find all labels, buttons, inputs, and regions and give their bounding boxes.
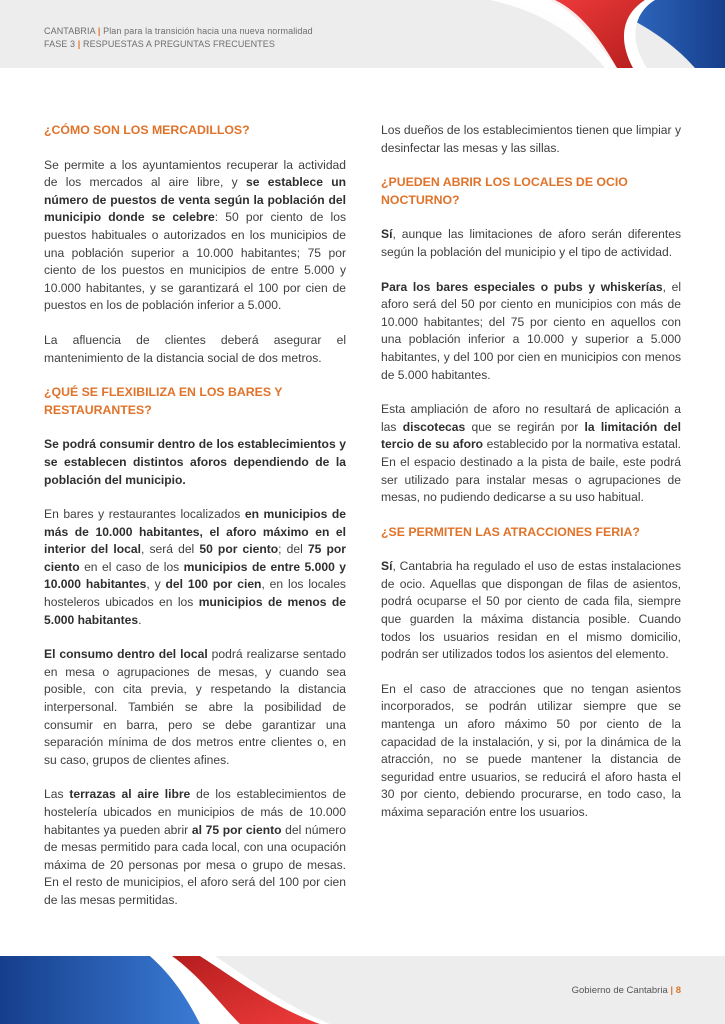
header-text — [44, 25, 313, 51]
header-section: RESPUESTAS A PREGUNTAS FRECUENTES — [82, 39, 275, 49]
body-paragraph — [44, 506, 346, 629]
text-run: , será del — [140, 542, 200, 557]
bold-text: Para los bares especiales o pubs y whiskerías — [381, 279, 663, 294]
footer-text — [572, 985, 681, 996]
bold-text: terrazas al aire libre — [69, 787, 191, 802]
text-run: En el caso de atracciones que no tengan asientos incorporados, se podrán utilizar siempre que se mantenga un aforo máximo 50 por ciento de la capacidad de la instalación, y si, por la dinámica de la atracción, no se puede mantener la distancia de seguridad entre usuarios, se reducirá el aforo hasta el 30 por ciento, debiendo procurarse, en todo caso, la máxima separación entre los usuarios. — [381, 681, 681, 819]
body-paragraph — [44, 332, 346, 367]
text-run: , en los locales hosteleros ubicados en los — [44, 577, 346, 610]
text-run: : 50 por ciento de los puestos habituales o autorizados en los municipios de una población superior a 10.000 habitantes; 75 por ciento de los puestos en municipios de entre 5.000 y 10.000 habitantes, y se garantizará el 100 por cien de puestos en los de población inferior a 5.000. — [44, 210, 347, 313]
text-run: Esta ampliación de aforo no resultará de aplicación a las — [381, 402, 681, 434]
text-run: ¿PUEDEN ABRIR LOS LOCALES DE OCIO NOCTURNO? — [381, 175, 628, 207]
section-heading — [381, 524, 681, 542]
section-heading — [381, 174, 681, 209]
header-phase: FASE 3 — [44, 39, 76, 49]
text-run: ¿CÓMO SON LOS MERCADILLOS? — [44, 123, 250, 137]
footer-flag-swoosh-graphic — [0, 956, 330, 1024]
header-org: CANTABRIA — [44, 26, 96, 36]
text-run: La afluencia de clientes deberá asegurar el mantenimiento de la distancia social de dos metros. — [44, 332, 346, 365]
text-run: Las — [44, 787, 70, 802]
header-separator: | — [77, 39, 81, 49]
bold-text: 50 por ciento — [199, 542, 279, 557]
bold-text: municipios de entre 5.000 y 10.000 habitantes — [44, 559, 346, 592]
text-run: ¿QUÉ SE FLEXIBILIZA EN LOS BARES Y RESTAURANTES? — [44, 385, 283, 417]
bold-text: se establece un número de puestos de venta según la población del municipio donde se celebre — [44, 175, 347, 225]
body-paragraph — [44, 786, 346, 909]
text-run: . — [138, 612, 142, 627]
body-paragraph — [44, 436, 346, 489]
header-line-2 — [44, 38, 313, 51]
text-run: En bares y restaurantes localizados — [44, 507, 245, 522]
bold-text: Se podrá consumir dentro de los establecimientos y se establecen distintos aforos dependiendo de la población del municipio. — [44, 437, 346, 487]
bold-text: Sí — [381, 227, 393, 242]
footer-org: Gobierno de Cantabria — [571, 985, 668, 996]
page-header — [0, 0, 725, 68]
bold-text: 75 por ciento — [44, 542, 346, 574]
header-separator: | — [97, 26, 101, 36]
bold-text: El consumo dentro del local — [44, 647, 208, 662]
header-doc-title: Plan para la transición hacia una nueva normalidad — [103, 26, 313, 36]
bold-text: en municipios de más de 10.000 habitantes, el aforo máximo en el interior del local — [44, 507, 346, 557]
header-line-1 — [44, 25, 313, 38]
text-run: establecido por la normativa estatal. En el espacio destinado a la pista de baile, este podrá ser utilizado para instalar mesas o agrupaciones de mesas, no pudiendo dedicarse a su uso habitual. — [381, 437, 681, 505]
bold-text: municipios de menos de 5.000 habitantes — [44, 595, 347, 627]
body-paragraph — [44, 157, 346, 315]
right-column — [381, 122, 681, 839]
section-heading — [44, 384, 346, 419]
text-run: , el aforo será del 50 por ciento en municipios con más de 10.000 habitantes; del 75 por ciento en aquellos con una población inferior a 10.000 y superior a 5.000 habitantes, y del 100 por cien en municipios con menos de 5.000 habitantes. — [381, 279, 682, 382]
footer-separator: | — [670, 985, 674, 996]
text-run: que se regirán por — [465, 419, 585, 434]
header-flag-swoosh-graphic — [395, 0, 725, 68]
bold-text: la limitación del tercio de su aforo — [381, 419, 681, 452]
body-paragraph — [381, 558, 681, 664]
page-number: 8 — [675, 985, 681, 996]
text-run: , Cantabria ha regulado el uso de estas instalaciones de ocio. Aquellas que dispongan de filas de asientos, podrá ocuparse el 50 por ciento de cada fila, siempre que guarden la máxima distancia posible. Cuando todos los usuarios residan en el mismo domicilio, podrán ser utilizados todos los asientos del elemento. — [381, 559, 681, 662]
text-run: podrá realizarse sentado en mesa o agrupaciones de mesas, y cuando sea posible, con cita previa, y respetando la distancia interpersonal. También se abre la posibilidad de consumir en barra, pero se debe garantizar una separación mínima de dos metros entre clientes o, en su caso, grupos de clientes afines. — [44, 647, 346, 767]
text-run: del número de mesas permitido para cada local, con una ocupación máxima de 20 personas por mesa o grupo de mesas. En el resto de municipios, el aforo será del 100 por cien de las mesas permitidas. — [44, 822, 346, 907]
bold-text: Sí — [381, 559, 393, 574]
text-run: Los dueños de los establecimientos tienen que limpiar y desinfectar las mesas y las sillas. — [381, 123, 681, 155]
body-paragraph — [381, 401, 681, 507]
body-paragraph — [381, 122, 681, 157]
text-run: en el caso de los — [79, 559, 184, 574]
bold-text: del 100 por cien — [165, 577, 262, 592]
text-run: Se permite a los ayuntamientos recuperar la actividad de los mercados al aire libre, y — [44, 157, 346, 190]
body-paragraph — [44, 646, 346, 769]
left-column — [44, 122, 346, 927]
page-footer — [0, 956, 725, 1024]
bold-text: al 75 por ciento — [191, 822, 282, 837]
bold-text: discotecas — [402, 419, 466, 434]
text-run: de los establecimientos de hostelería ubicados en municipios de más de 10.000 habitantes ya pueden abrir — [44, 787, 346, 837]
body-paragraph — [381, 681, 681, 822]
body-paragraph — [381, 279, 681, 385]
section-heading — [44, 122, 346, 140]
text-run: ¿SE PERMITEN LAS ATRACCIONES FERIA? — [381, 524, 640, 539]
text-run: , aunque las limitaciones de aforo serán diferentes según la población del municipio y el tipo de actividad. — [381, 227, 681, 259]
text-run: ; del — [278, 542, 308, 557]
text-run: , y — [146, 577, 166, 592]
body-paragraph — [381, 226, 681, 261]
